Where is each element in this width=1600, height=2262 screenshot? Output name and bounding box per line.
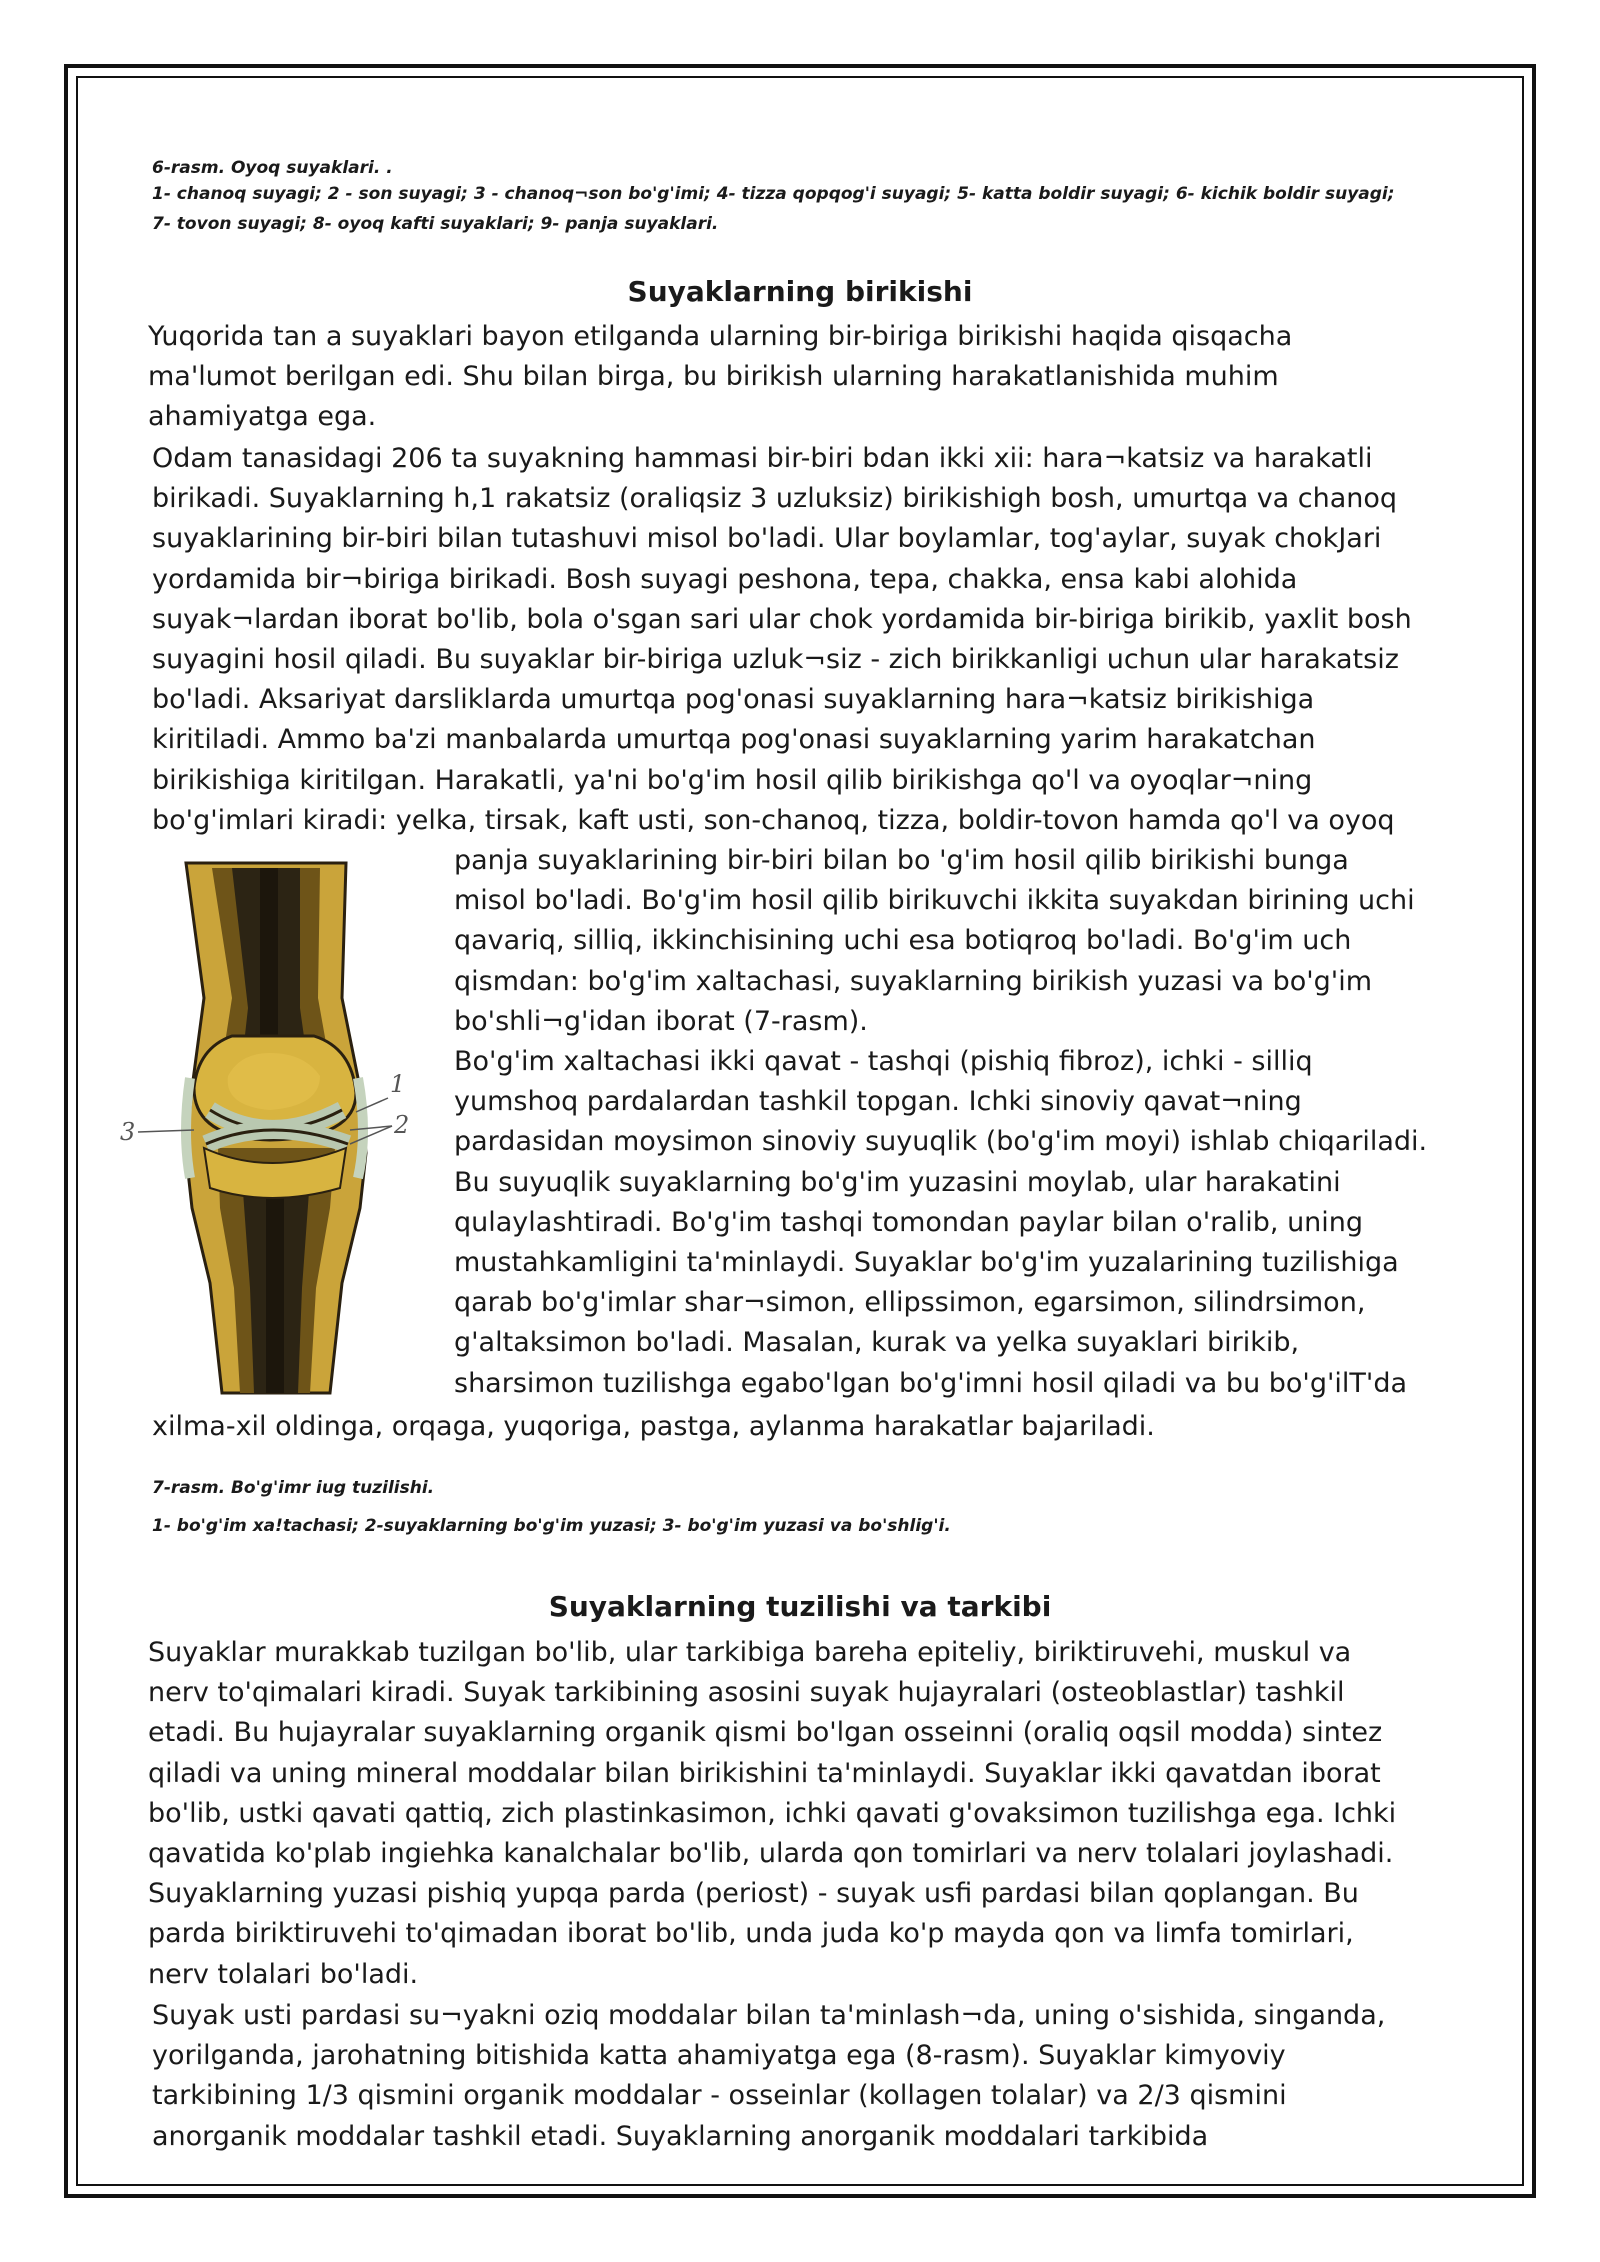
text-line: yorilganda, jarohatning bitishida katta ahamiyatga ega (8-rasm). Suyaklar kimyoviy (152, 2040, 1286, 2072)
label-1: 1 (390, 1070, 406, 1098)
text-line: etadi. Bu hujayralar suyaklarning organik qismi bo'lgan osseinni (oraliq oqsil modda) sintez (148, 1717, 1383, 1749)
text-line: qarab bo'g'imlar shar¬simon, ellipssimon, egarsimon, silindrsimon, (454, 1287, 1366, 1319)
section-heading-joints: Suyaklarning birikishi (627, 275, 973, 308)
text-line: Yuqorida tan a suyaklari bayon etilganda ularning bir-biriga birikishi haqida qisqacha (148, 321, 1293, 352)
section-2-paragraph-2 (152, 1996, 1385, 2157)
text-line: sharsimon tuzilishga egabo'lgan bo'g'imni hosil qiladi va bu bo'g'ilT'da (454, 1367, 1408, 1399)
figure-7-caption-title: 7-rasm. Bo'g'imr iug tuzilishi. (152, 1478, 435, 1498)
text-line: ahamiyatga ega. (148, 401, 377, 433)
text-line: g'altaksimon bo'ladi. Masalan, kurak va yelka suyaklari birikib, (454, 1327, 1300, 1359)
figure-7-legend: 1- bo'g'im xa!tachasi; 2-suyaklarning bo'g'im yuzasi; 3- bo'g'im yuzasi va bo'shlig'i. (152, 1516, 951, 1536)
text-line: mustahkamligini ta'minlaydi. Suyaklar bo'g'im yuzalarining tuzilishiga (454, 1247, 1399, 1279)
section-1-paragraph-2-wrapped (454, 841, 1427, 1404)
text-line: Suyaklarning yuzasi pishiq yupqa parda (periost) - suyak usfi pardasi bilan qoplangan. Bu (148, 1878, 1359, 1910)
text-line: nerv to'qimalari kiradi. Suyak tarkibining asosini suyak hujayralari (osteoblastlar) tashkil (148, 1677, 1345, 1709)
text-line: qulaylashtiradi. Bo'g'im tashqi tomondan paylar bilan o'ralib, uning (454, 1206, 1364, 1238)
text-line: birikishiga kiritilgan. Harakatli, ya'ni bo'g'im hosil qilib birikishga qo'l va oyoqlar¬ning (152, 764, 1313, 796)
text-line: bo'g'imlari kiradi: yelka, tirsak, kaft usti, son-chanoq, tizza, boldir-tovon hamda qo'l va oyoq (152, 804, 1395, 836)
text-line: birikadi. Suyaklarning h,1 rakatsiz (oraliqsiz 3 uzluksiz) birikishigh bosh, umurtqa va chanoq (152, 483, 1398, 515)
text-line: Bu suyuqlik suyaklarning bo'g'im yuzasini moylab, ular harakatini (454, 1166, 1341, 1198)
text-line: Odam tanasidagi 206 ta suyakning hammasi bir-biri bdan ikki xii: hara¬katsiz va harakatli (152, 443, 1373, 474)
figure-6-legend-line-1: 1- chanoq suyagi; 2 - son suyagi; 3 - chanoq¬son bo'g'imi; 4- tizza qopqog'i suyagi; 5- katta boldir suyagi; 6- kichik boldir suyagi; (152, 184, 1395, 204)
text-line: Suyak usti pardasi su¬yakni oziq moddalar bilan ta'minlash¬da, uning o'sishida, singanda, (152, 2000, 1386, 2031)
section-2-paragraph-1 (148, 1633, 1396, 1995)
knee-joint-drawing (120, 848, 420, 1398)
text-line: misol bo'ladi. Bo'g'im hosil qilib birikuvchi ikkita suyakdan birining uchi (454, 885, 1415, 917)
text-line: suyaklarining bir-biri bilan tutashuvi misol bo'ladi. Ular boylamlar, tog'aylar, suyak chokJari (152, 523, 1382, 555)
section-1-paragraph-1 (148, 317, 1292, 438)
text-line: panja suyaklarining bir-biri bilan bo 'g'im hosil qilib birikishi bunga (454, 845, 1349, 876)
text-line: bo'ladi. Aksariyat darsliklarda umurtqa pog'onasi suyaklarning hara¬katsiz birikishiga (152, 684, 1315, 716)
text-line: yumshoq pardalardan tashkil topgan. Ichki sinoviy qavat¬ning (454, 1086, 1302, 1118)
text-line: anorganik moddalar tashkil etadi. Suyaklarning anorganik moddalari tarkibida (152, 2120, 1209, 2152)
text-line: nerv tolalari bo'ladi. (148, 1958, 419, 1990)
text-line: qismdan: bo'g'im xaltachasi, suyaklarning birikish yuzasi va bo'g'im (454, 965, 1373, 997)
text-line: bo'shli¬g'idan iborat (7-rasm). (454, 1005, 868, 1037)
text-line: yordamida bir¬biriga birikadi. Bosh suyagi peshona, tepa, chakka, ensa kabi alohida (152, 563, 1298, 595)
text-line: xilma-xil oldinga, orqaga, yuqoriga, pastga, aylanma harakatlar bajariladi. (152, 1411, 1155, 1442)
text-line: qiladi va uning mineral moddalar bilan birikishini ta'minlaydi. Suyaklar ikki qavatdan iborat (148, 1757, 1381, 1789)
joint-structure-illustration (120, 848, 420, 1398)
figure-6-legend-line-2: 7- tovon suyagi; 8- oyoq kafti suyaklari; 9- panja suyaklari. (152, 214, 719, 234)
section-1-paragraph-2-tail (152, 1407, 1155, 1447)
label-2: 2 (394, 1111, 410, 1139)
text-line: pardasidan moysimon sinoviy suyuqlik (bo'g'im moyi) ishlab chiqariladi. (454, 1126, 1428, 1158)
label-3: 3 (120, 1118, 136, 1146)
text-line: qavatida ko'plab ingiehka kanalchalar bo'lib, ularda qon tomirlari va nerv tolalari joylashadi. (148, 1838, 1394, 1870)
text-line: suyak¬lardan iborat bo'lib, bola o'sgan sari ular chok yordamida bir-biriga birikib, yaxlit bosh (152, 603, 1412, 635)
text-line: parda biriktiruvehi to'qimadan iborat bo'lib, unda juda ko'p mayda qon va limfa tomirlari, (148, 1918, 1354, 1950)
text-line: bo'lib, ustki qavati qattiq, zich plastinkasimon, ichki qavati g'ovaksimon tuzilishga ega. Ichki (148, 1797, 1397, 1829)
text-line: tarkibining 1/3 qismini organik moddalar - osseinlar (kollagen tolalar) va 2/3 qismini (152, 2080, 1287, 2112)
text-line: kiritiladi. Ammo ba'zi manbalarda umurtqa pog'onasi suyaklarning yarim harakatchan (152, 724, 1316, 756)
section-1-paragraph-2 (152, 439, 1412, 841)
section-heading-bone-structure: Suyaklarning tuzilishi va tarkibi (548, 1590, 1052, 1623)
text-line: Suyaklar murakkab tuzilgan bo'lib, ular tarkibiga bareha epiteliy, biriktiruvehi, muskul va (148, 1637, 1352, 1668)
text-line: qavariq, silliq, ikkinchisining uchi esa botiqroq bo'ladi. Bo'g'im uch (454, 925, 1352, 957)
figure-6-caption-title: 6-rasm. Oyoq suyaklari. . (152, 158, 393, 178)
text-line: ma'lumot berilgan edi. Shu bilan birga, bu birikish ularning harakatlanishida muhim (148, 361, 1279, 393)
text-line: Bo'g'im xaltachasi ikki qavat - tashqi (pishiq fibroz), ichki - silliq (454, 1046, 1313, 1078)
text-line: suyagini hosil qiladi. Bu suyaklar bir-biriga uzluk¬siz - zich birikkanligi uchun ular harakatsiz (152, 644, 1399, 676)
